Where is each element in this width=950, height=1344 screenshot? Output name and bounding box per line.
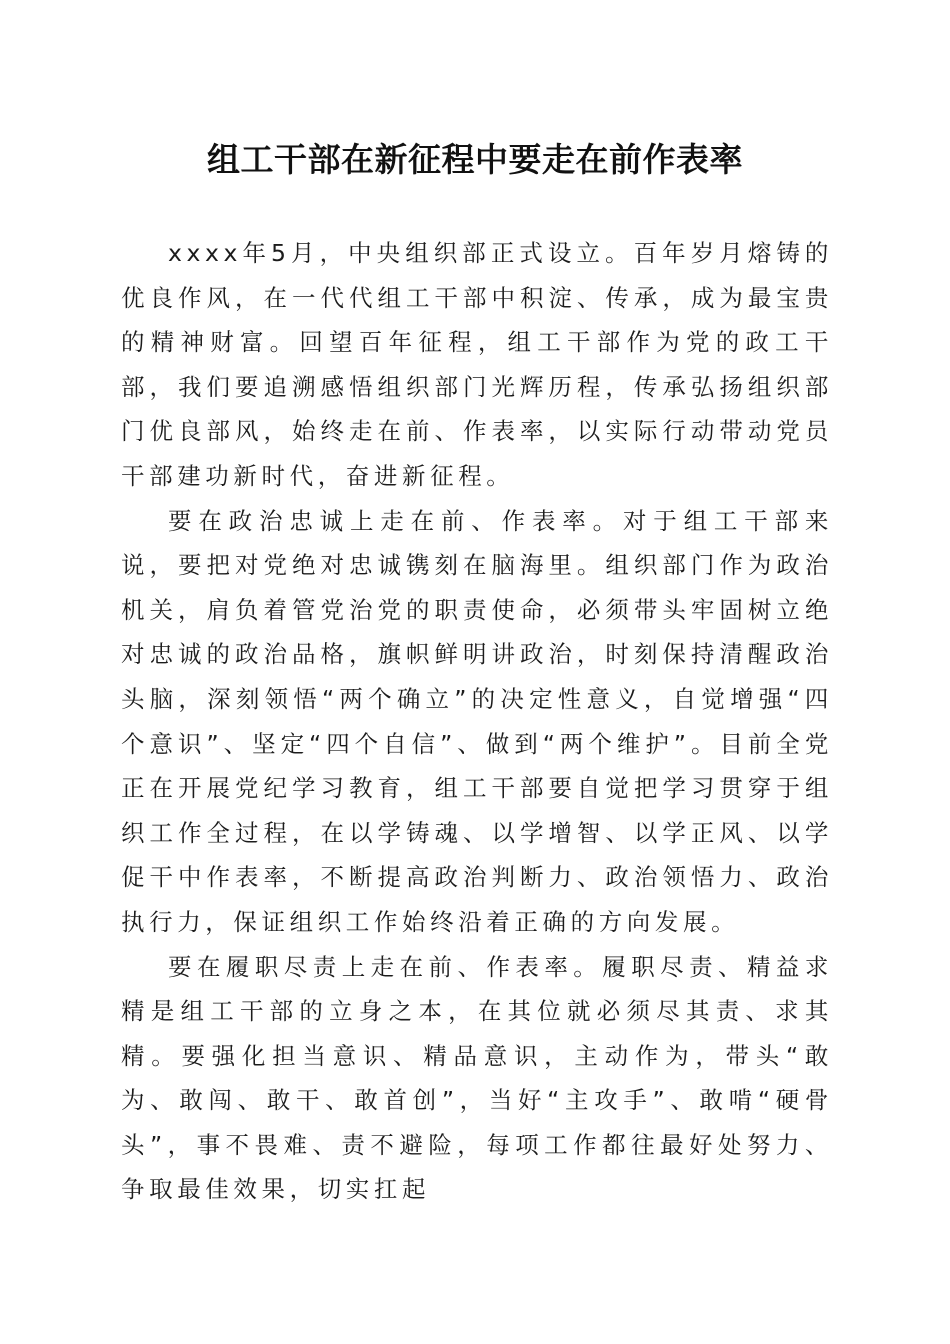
document-body — [121, 231, 833, 1212]
paragraph-3: 要在履职尽责上走在前、作表率。履职尽责、精益求精是组工干部的立身之本，在其位就必须尽其责、求其精。要强化担当意识、精品意识，主动作为，带头“敢为、敢闯、敢干、敢首创”，当好“主攻手”、敢啃“硬骨头”，事不畏难、责不避险，每项工作都往最好处努力、争取最佳效果，切实扛起 — [121, 952, 833, 1204]
paragraph-2: 要在政治忠诚上走在前、作表率。对于组工干部来说，要把对党绝对忠诚镌刻在脑海里。组织部门作为政治机关，肩负着管党治党的职责使命，必须带头牢固树立绝对忠诚的政治品格，旗帜鲜明讲政治，时刻保持清醒政治头脑，深刻领悟“两个确立”的决定性意义，自觉增强“四个意识”、坚定“四个自信”、做到“两个维护”。目前全党正在开展党纪学习教育，组工干部要自觉把学习贯穿于组织工作全过程，在以学铸魂、以学增智、以学正风、以学促干中作表率，不断提高政治判断力、政治领悟力、政治执行力，保证组织工作始终沿着正确的方向发展。 — [121, 506, 833, 936]
document-title: 组工干部在新征程中要走在前作表率 — [207, 140, 743, 179]
paragraph-1: xxxx年5月，中央组织部正式设立。百年岁月熔铸的优良作风，在一代代组工干部中积淀、传承，成为最宝贵的精神财富。回望百年征程，组工干部作为党的政工干部，我们要追溯感悟组织部门光辉历程，传承弘扬组织部门优良部风，始终走在前、作表率，以实际行动带动党员干部建功新时代，奋进新征程。 — [121, 239, 833, 490]
